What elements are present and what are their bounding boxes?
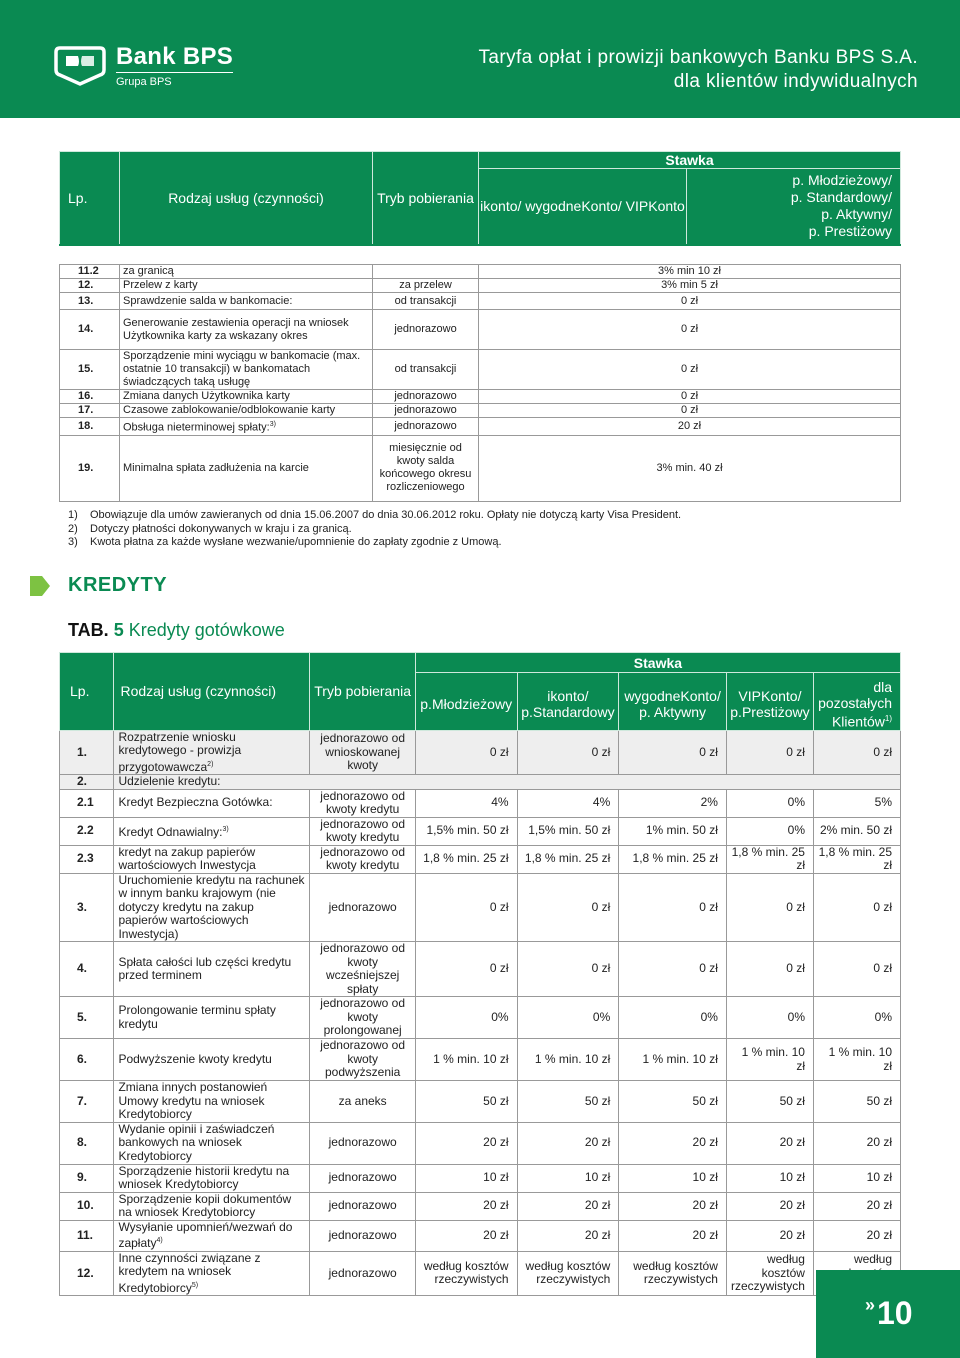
row-rate: 0%	[619, 997, 727, 1039]
row-number: 11.	[60, 1220, 114, 1251]
col-stawka: Stawka	[415, 653, 900, 673]
row-rate: 0 zł	[517, 942, 619, 997]
row-rate: według kosztów rzeczywistych	[517, 1251, 619, 1296]
row-rate: 5%	[813, 789, 900, 817]
col-aktywny: wygodneKonto/ p. Aktywny	[619, 673, 727, 731]
col-rodzaj: Rodzaj usług (czynności)	[120, 152, 373, 245]
row-rate: 20 zł	[726, 1192, 813, 1220]
row-description: Rozpatrzenie wniosku kredytowego - prowizja przygotowawcza$^{2)}$	[114, 730, 310, 775]
bps-logo-icon	[52, 44, 108, 86]
row-rate: 0 zł	[726, 730, 813, 775]
row-rate: według	[813, 1251, 900, 1296]
row-number: 12.	[60, 1251, 114, 1296]
row-rate: 1,8 % min. 25 zł	[619, 845, 727, 873]
row-number: 17.	[60, 404, 120, 418]
row-mode: jednorazowo od kwoty kredytu	[310, 789, 415, 817]
row-number: 18.	[60, 418, 120, 436]
row-number: 10.	[60, 1192, 114, 1220]
row-rate: 50 zł	[619, 1081, 727, 1123]
row-mode: jednorazowo	[373, 404, 479, 418]
row-mode: jednorazowo	[373, 418, 479, 436]
row-rate: 20 zł	[415, 1122, 517, 1164]
row-mode: jednorazowo	[310, 1192, 415, 1220]
row-rate: 1,8 % min. 25 zł	[726, 845, 813, 873]
row-rate: 20 zł	[813, 1192, 900, 1220]
row-mode: jednorazowo od kwoty kredytu	[310, 845, 415, 873]
row-rate: 0%	[517, 997, 619, 1039]
row-description: Przelew z karty	[120, 279, 373, 293]
row-description: kredyt na zakup papierów wartościowych Inwestycja	[114, 845, 310, 873]
row-mode: jednorazowo od kwoty kredytu	[310, 817, 415, 845]
row-mode: jednorazowo	[310, 1164, 415, 1192]
table-row	[60, 265, 901, 279]
col-standardowy: ikonto/ p.Standardowy	[517, 673, 619, 731]
section-title: KREDYTY	[68, 574, 168, 596]
footnotes	[68, 509, 681, 550]
row-number: 7.	[60, 1081, 114, 1123]
row-mode	[373, 265, 479, 279]
row-rate: 0 zł	[813, 942, 900, 997]
row-rate: 10 zł	[726, 1164, 813, 1192]
row-rate: 0%	[813, 997, 900, 1039]
row-rate: 0 zł	[479, 310, 901, 350]
col-packages	[687, 169, 901, 245]
row-mode: jednorazowo	[373, 310, 479, 350]
col-ikonto: ikonto/ wygodneKonto/ VIPKonto	[479, 169, 687, 245]
group-name: Grupa BPS	[116, 76, 172, 88]
pm-line: p. Aktywny/	[821, 206, 892, 223]
row-rate: 0 zł	[415, 942, 517, 997]
row-rate: 3% min 5 zł	[479, 279, 901, 293]
row-rate: 50 zł	[517, 1081, 619, 1123]
row-description: Spłata całości lub części kredytu przed terminem	[114, 942, 310, 997]
row-rate: 0%	[726, 817, 813, 845]
row-rate: 2%	[619, 789, 727, 817]
row-rate: 3% min 10 zł	[479, 265, 901, 279]
row-mode: jednorazowo	[310, 1122, 415, 1164]
credit-fees-table	[59, 652, 901, 1296]
row-rate: 20 zł	[619, 1122, 727, 1164]
row-rate: 1% min. 50 zł	[619, 817, 727, 845]
col-lp: Lp.	[60, 152, 120, 245]
row-rate: według kosztów rzeczywistych	[619, 1251, 727, 1296]
title-line-2: dla klientów indywidualnych	[673, 71, 918, 92]
row-rate: 50 zł	[415, 1081, 517, 1123]
table-row	[60, 1220, 901, 1251]
col-rodzaj: Rodzaj usług (czynności)	[114, 653, 310, 731]
col-pozostali: dla pozostałych Klientów$^{1)}$	[813, 673, 900, 731]
table-row	[60, 873, 901, 942]
row-rate: 0 zł	[479, 390, 901, 404]
row-rate: według kosztów rzeczywistych	[726, 1251, 813, 1296]
row-description: Podwyższenie kwoty kredytu	[114, 1039, 310, 1081]
row-mode: za aneks	[310, 1081, 415, 1123]
row-description: Generowanie zestawienia operacji na wniosek Użytkownika karty za wskazany okres	[120, 310, 373, 350]
row-rate: 0 zł	[619, 873, 727, 942]
row-mode: jednorazowo	[310, 873, 415, 942]
row-rate: 0%	[415, 997, 517, 1039]
table-row	[60, 845, 901, 873]
row-rate: 20 zł	[517, 1220, 619, 1251]
row-mode: jednorazowo od kwoty wcześniejszej spłaty	[310, 942, 415, 997]
row-number: 6.	[60, 1039, 114, 1081]
table-row	[60, 1192, 901, 1220]
row-description: Udzielenie kredytu:	[114, 775, 901, 790]
row-rate: 50 zł	[813, 1081, 900, 1123]
row-rate: 20 zł	[726, 1122, 813, 1164]
table-row	[60, 293, 901, 310]
row-description: Inne czynności związane z kredytem na wniosek Kredytobiorcy$^{5)}$	[114, 1251, 310, 1296]
row-description: Sprawdzenie salda w bankomacie:	[120, 293, 373, 310]
row-rate: 0 zł	[726, 942, 813, 997]
row-mode: jednorazowo	[373, 390, 479, 404]
row-description: Sporządzenie mini wyciągu w bankomacie (max. ostatnie 10 transakcji) w bankomatach świadczących taką usługę	[120, 350, 373, 390]
table-row	[60, 435, 901, 501]
row-rate: 20 zł	[813, 1220, 900, 1251]
row-number: 2.	[60, 775, 114, 790]
row-rate: 3% min. 40 zł	[479, 435, 901, 501]
row-rate: 0 zł	[415, 730, 517, 775]
row-description: Uruchomienie kredytu na rachunek w innym banku krajowym (nie dotyczy kredytu na zakup papierów wartościowych Inwestycja)	[114, 873, 310, 942]
row-rate: 10 zł	[619, 1164, 727, 1192]
row-rate: 0%	[726, 997, 813, 1039]
pm-line: p. Młodzieżowy/	[792, 172, 892, 189]
page-title	[478, 46, 918, 94]
row-description: Sporządzenie historii kredytu na wniosek Kredytobiorcy	[114, 1164, 310, 1192]
row-description: Wysyłanie upomnień/wezwań do zapłaty$^{4)}$	[114, 1220, 310, 1251]
row-rate: 20 zł	[813, 1122, 900, 1164]
table-row	[60, 390, 901, 404]
table-row	[60, 310, 901, 350]
row-rate: według kosztów rzeczywistych	[415, 1251, 517, 1296]
row-number: 16.	[60, 390, 120, 404]
table-row	[60, 775, 901, 790]
row-mode: za przelew	[373, 279, 479, 293]
row-rate: 20 zł	[619, 1192, 727, 1220]
row-rate: 0 zł	[415, 873, 517, 942]
row-rate: 0 zł	[479, 293, 901, 310]
row-rate: 20 zł	[479, 418, 901, 436]
row-mode: jednorazowo od kwoty prolongowanej	[310, 997, 415, 1039]
row-rate: 0%	[726, 789, 813, 817]
row-rate: 0 zł	[813, 730, 900, 775]
table-row	[60, 279, 901, 293]
page-number-badge	[816, 1270, 960, 1358]
row-rate: 0 zł	[813, 873, 900, 942]
row-description: Sporządzenie kopii dokumentów na wniosek Kredytobiorcy	[114, 1192, 310, 1220]
table-row	[60, 997, 901, 1039]
table-row	[60, 730, 901, 775]
row-rate: 0 zł	[479, 350, 901, 390]
row-number: 11.2	[60, 265, 120, 279]
row-rate: 20 zł	[517, 1122, 619, 1164]
col-mlodziezowy: p.Młodzieżowy	[415, 673, 517, 731]
row-rate: 50 zł	[726, 1081, 813, 1123]
row-number: 2.3	[60, 845, 114, 873]
row-number: 13.	[60, 293, 120, 310]
row-description: Czasowe zablokowanie/odblokowanie karty	[120, 404, 373, 418]
row-rate: 20 zł	[726, 1220, 813, 1251]
col-tryb: Tryb pobierania	[373, 152, 479, 245]
row-rate: 20 zł	[415, 1192, 517, 1220]
row-mode: jednorazowo	[310, 1251, 415, 1296]
row-rate: 1 % min. 10 zł	[726, 1039, 813, 1081]
row-rate: 10 zł	[813, 1164, 900, 1192]
table-row	[60, 942, 901, 997]
row-number: 14.	[60, 310, 120, 350]
cards-fees-table	[59, 151, 901, 502]
table-row	[60, 1039, 901, 1081]
brand-name: Bank BPS	[116, 44, 233, 73]
row-mode: od transakcji	[373, 293, 479, 310]
row-number: 19.	[60, 435, 120, 501]
table-row	[60, 350, 901, 390]
table-row	[60, 1122, 901, 1164]
row-mode: jednorazowo	[310, 1220, 415, 1251]
table-row	[60, 404, 901, 418]
row-number: 3.	[60, 873, 114, 942]
row-number: 12.	[60, 279, 120, 293]
row-rate: 2% min. 50 zł	[813, 817, 900, 845]
pm-line: p. Standardowy/	[790, 189, 892, 206]
row-number: 2.2	[60, 817, 114, 845]
row-number: 8.	[60, 1122, 114, 1164]
table-row	[60, 817, 901, 845]
row-rate: 20 zł	[517, 1192, 619, 1220]
row-description: Zmiana danych Użytkownika karty	[120, 390, 373, 404]
row-number: 1.	[60, 730, 114, 775]
header-bar	[0, 0, 960, 118]
row-rate: 0 zł	[479, 404, 901, 418]
row-rate: 1,8 % min. 25 zł	[813, 845, 900, 873]
row-rate: 0 zł	[619, 942, 727, 997]
footnote: 1) Obowiązuje dla umów zawieranych od dnia 15.06.2007 do dnia 30.06.2012 roku. Opłaty nie dotyczą karty Visa President.	[68, 509, 682, 521]
row-description: Wydanie opinii i zaświadczeń bankowych na wniosek Kredytobiorcy	[114, 1122, 310, 1164]
table-row	[60, 418, 901, 436]
row-rate: 1 % min. 10 zł	[813, 1039, 900, 1081]
row-description: za granicą	[120, 265, 373, 279]
row-description: Prolongowanie terminu spłaty kredytu	[114, 997, 310, 1039]
col-stawka: Stawka	[479, 152, 901, 169]
col-tryb: Tryb pobierania	[310, 653, 415, 731]
row-description: Zmiana innych postanowień Umowy kredytu na wniosek Kredytobiorcy	[114, 1081, 310, 1123]
row-rate: 1 % min. 10 zł	[415, 1039, 517, 1081]
table-caption: TAB. 5 Kredyty gotówkowe	[68, 620, 285, 640]
section-arrow-icon	[30, 576, 50, 596]
row-rate: 20 zł	[619, 1220, 727, 1251]
row-description: Kredyt Odnawialny:$^{3)}$	[114, 817, 310, 845]
row-rate: 1,8 % min. 25 zł	[517, 845, 619, 873]
row-mode: od transakcji	[373, 350, 479, 390]
row-description: Minimalna spłata zadłużenia na karcie	[120, 435, 373, 501]
row-number: 9.	[60, 1164, 114, 1192]
row-number: 15.	[60, 350, 120, 390]
table-row	[60, 1081, 901, 1123]
row-mode: miesięcznie od kwoty salda końcowego okresu rozliczeniowego	[373, 435, 479, 501]
table-row	[60, 1251, 901, 1296]
row-rate: 0 zł	[619, 730, 727, 775]
row-rate: 0 zł	[517, 873, 619, 942]
row-rate: 1 % min. 10 zł	[619, 1039, 727, 1081]
row-rate: 10 zł	[517, 1164, 619, 1192]
quote-mark: »	[865, 1295, 876, 1315]
row-number: 5.	[60, 997, 114, 1039]
col-prestizowy: VIPKonto/ p.Prestiżowy	[726, 673, 813, 731]
footnote: 3) Kwota płatna za każde wysłane wezwanie/upomnienie do zapłaty zgodnie z Umową.	[68, 536, 502, 548]
footnote: 2) Dotyczy płatności dokonywanych w kraju i za granicą.	[68, 522, 352, 535]
table-row	[60, 789, 901, 817]
row-rate: 0 zł	[726, 873, 813, 942]
row-rate: 1,5% min. 50 zł	[517, 817, 619, 845]
bank-logo	[52, 44, 233, 88]
row-rate: 4%	[517, 789, 619, 817]
pm-line: p. Prestiżowy	[808, 223, 892, 240]
row-rate: 1 % min. 10 zł	[517, 1039, 619, 1081]
row-number: 2.1	[60, 789, 114, 817]
row-description: Obsługa nieterminowej spłaty:$^{3)}$	[120, 418, 373, 436]
row-rate: 0 zł	[517, 730, 619, 775]
row-number: 4.	[60, 942, 114, 997]
row-mode: jednorazowo od wnioskowanej kwoty	[310, 730, 415, 775]
row-rate: 1,5% min. 50 zł	[415, 817, 517, 845]
row-rate: 4%	[415, 789, 517, 817]
row-rate: 1,8 % min. 25 zł	[415, 845, 517, 873]
page-number: 10	[877, 1295, 913, 1331]
title-line-1: Taryfa opłat i prowizji bankowych Banku BPS S.A.	[478, 47, 918, 68]
col-lp: Lp.	[60, 653, 114, 731]
table-row	[60, 1164, 901, 1192]
row-rate: 10 zł	[415, 1164, 517, 1192]
row-rate: 20 zł	[415, 1220, 517, 1251]
row-description: Kredyt Bezpieczna Gotówka:	[114, 789, 310, 817]
row-mode: jednorazowo od kwoty podwyższenia	[310, 1039, 415, 1081]
